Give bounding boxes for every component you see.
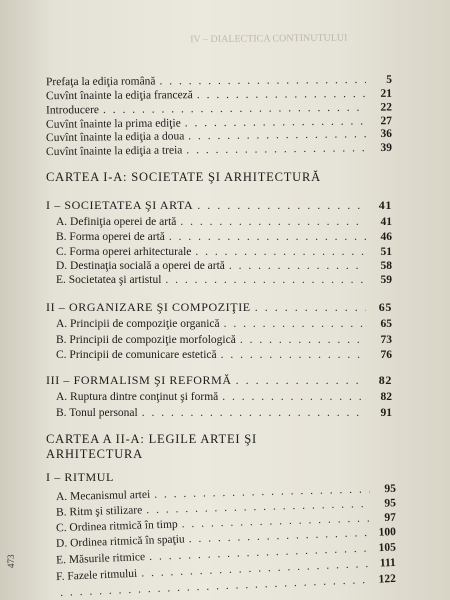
chapter-entry — [46, 373, 392, 389]
chapter-page: 41 — [378, 198, 392, 212]
chapter-label: I – SOCIETATEA ŞI ARTA — [46, 198, 194, 212]
entry-page: 95 — [384, 497, 397, 510]
entry-label: A. Principii de compoziţie organică — [56, 318, 220, 330]
entry-page: 76 — [380, 349, 392, 361]
entry-label: A. Definiţia operei de artă — [56, 216, 177, 228]
entry-page: 21 — [380, 87, 393, 100]
chapter-entry — [46, 300, 392, 316]
book-title: CARTEA I-A: SOCIETATE ŞI ARHITECTURĂ — [46, 170, 321, 184]
toc-entry — [56, 348, 392, 364]
entry-page: 105 — [378, 541, 397, 555]
entry-page: 97 — [384, 511, 397, 525]
entry-label: C. Forma operei arhitecturale — [56, 246, 192, 258]
chapter-label: III – FORMALISM ŞI REFORMĂ — [46, 373, 232, 387]
entry-page: 22 — [380, 101, 393, 114]
entry-label: Cuvînt înainte la ediţia a treia — [45, 144, 183, 159]
entry-page: 100 — [378, 526, 397, 539]
entry-label: C. Principii de comunicare estetică — [56, 349, 217, 361]
toc-entry — [56, 230, 392, 246]
entry-page: 65 — [380, 318, 392, 330]
book-title: CARTEA A II-A: LEGILE ARTEI ŞI — [46, 432, 258, 446]
entry-page: 111 — [379, 556, 397, 570]
chapter-entry — [46, 198, 392, 214]
entry-page: 36 — [380, 127, 393, 141]
toc-entry — [56, 317, 392, 333]
chapter-page: 65 — [378, 300, 392, 314]
toc-entry — [46, 141, 392, 161]
entry-label: B. Tonul personal — [56, 407, 138, 419]
entry-label: Prefaţa la ediţia română — [45, 75, 156, 89]
entry-label: Cuvînt înainte la prima ediţie — [45, 117, 181, 131]
entry-page: 51 — [380, 246, 392, 258]
chapter-label: I – RITMUL — [46, 470, 114, 484]
entry-label: F. Fazele ritmului — [55, 567, 138, 584]
chapter-label: II – ORGANIZARE ŞI COMPOZIŢIE — [46, 300, 251, 314]
entry-label: B. Ritm şi stilizare — [55, 504, 143, 519]
toc-entry — [56, 390, 392, 406]
toc-entry — [56, 333, 392, 349]
chapter-page: 82 — [378, 373, 392, 387]
bleed-line: IV – DIALECTICA CONTINUTULUI — [190, 32, 348, 46]
book-title-continued: ARHITECTURA — [46, 447, 143, 461]
entry-label: Introducere — [45, 104, 100, 117]
entry-label: E. Măsurile ritmice — [55, 551, 146, 567]
entry-page: 58 — [380, 260, 392, 272]
entry-page: 46 — [380, 231, 392, 243]
toc-entry — [56, 273, 392, 289]
entry-page: 39 — [380, 141, 393, 155]
entry-label: Cuvînt înainte la ediţia franceză — [45, 89, 193, 103]
chapter-entry — [46, 470, 166, 486]
toc-entry — [56, 215, 392, 231]
entry-label: C. Ordinea ritmică în timp — [55, 518, 178, 535]
entry-page: 122 — [378, 572, 397, 586]
entry-page: 91 — [380, 407, 392, 419]
entry-label: E. Societatea şi artistul — [56, 274, 162, 286]
entry-page: 82 — [380, 391, 392, 403]
entry-label: B. Forma operei de artă — [56, 231, 165, 243]
entry-page: 73 — [380, 334, 392, 346]
entry-page: 27 — [380, 115, 393, 128]
toc-entry — [56, 406, 392, 422]
entry-page: 5 — [386, 73, 393, 86]
entry-page: 95 — [384, 482, 397, 496]
entry-page: 41 — [380, 216, 392, 228]
entry-label: A. Ruptura dintre conţinut şi formă — [56, 391, 219, 403]
entry-page: 59 — [380, 274, 392, 286]
entry-label: D. Ordinea ritmică în spaţiu — [55, 533, 185, 550]
entry-label: D. Destinaţia socială a operei de artă — [56, 260, 225, 272]
entry-label: B. Principii de compoziţie morfologică — [56, 334, 236, 346]
margin-page-number: 473 — [6, 554, 16, 568]
entry-label: A. Mecanismul artei — [55, 488, 151, 504]
entry-label: Cuvînt înainte la ediţia a doua — [45, 130, 185, 145]
